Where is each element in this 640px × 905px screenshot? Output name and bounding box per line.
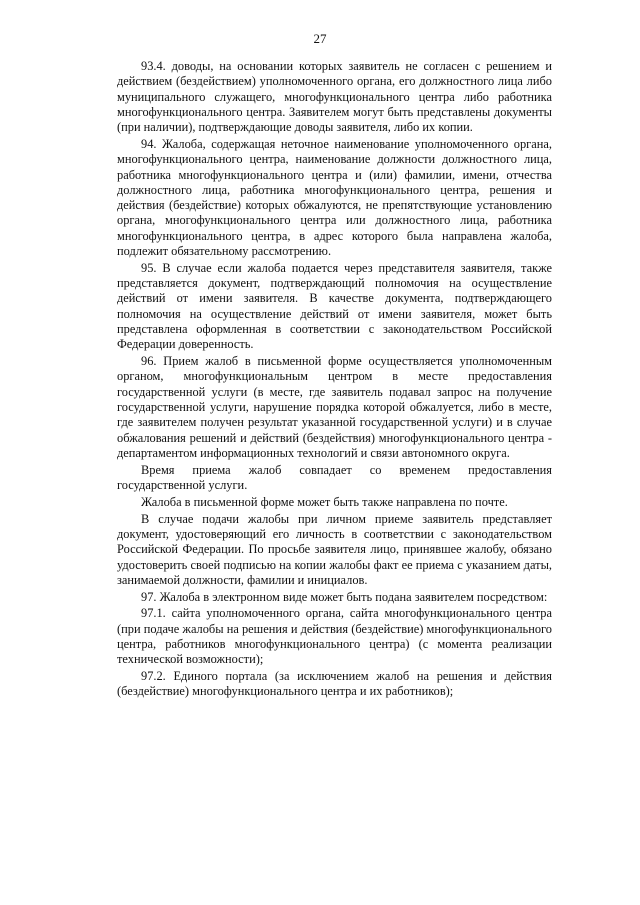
paragraph-reception-time: Время приема жалоб совпадает со временем предоставления государственной услуги. [117,462,552,493]
paragraph-personal-reception: В случае подачи жалобы при личном приеме заявитель представляет документ, удостоверяющий его личность в соответствии с законодательством Российской Федерации. По просьбе заявителя лицо, принявшее жалобу, обязано удостоверить своей подписью на копии жалобы факт ее приема с указанием даты, занимаемой должности, фамилии и инициалов. [117,511,552,587]
paragraph-95: 95. В случае если жалоба подается через представителя заявителя, также представляется документ, подтверждающий полномочия на осуществление действий от имени заявителя. В качестве документа, подтверждающего полномочия на осуществление действий от имени заявителя, может быть представлена оформленная в соответствии с законодательством Российской Федерации доверенность. [117,260,552,352]
page-number: 27 [313,31,327,46]
paragraph-97: 97. Жалоба в электронном виде может быть подана заявителем посредством: [141,589,548,604]
paragraph-97-2: 97.2. Единого портала (за исключением жалоб на решения и действия (бездействие) многофункционального центра и их работников); [117,669,552,699]
paragraph-93-4: 93.4. доводы, на основании которых заявитель не согласен с решением и действием (бездействием) уполномоченного органа, его должностного лица либо муниципального служащего, многофункционального центра либо работника многофункционального центра. Заявителем могут быть представлены документы (при наличии), подтверждающие доводы заявителя, либо их копии. [117,59,552,135]
paragraph-96: 96. Прием жалоб в письменной форме осуществляется уполномоченным органом, многофункциональным центром в месте предоставления государственной услуги (в месте, где заявитель подавал запрос на получение государственной услуги, нарушение порядка которой обжалуется, либо в месте, где заявителем получен результат указанной государственной услуги) и в случае обжалования решений и действий (бездействия) многофункционального центра - департаментом информационных технологий и связи автономного округа. [117,354,552,460]
paragraph-97-1: 97.1. сайта уполномоченного органа, сайта многофункционального центра (при подаче жалобы на решения и действия (бездействие) многофункционального центра, работников многофункционального центра) (с момента реализации технической возможности); [117,606,552,667]
document-body [117,59,552,701]
paragraph-mail-submission: Жалоба в письменной форме может быть также направлена по почте. [141,494,508,509]
paragraph-94: 94. Жалоба, содержащая неточное наименование уполномоченного органа, многофункционального центра, наименование должности должностного лица, работника многофункционального центра и (или) фамилии, имени, отчества должностного лица, работника многофункционального центра, решения и действия (бездействие) которых обжалуются, не препятствующие установлению органа, многофункционального центра или должностного лица, работника многофункционального центра, в адрес которого была направлена жалоба, подлежит обязательному рассмотрению. [117,136,552,259]
